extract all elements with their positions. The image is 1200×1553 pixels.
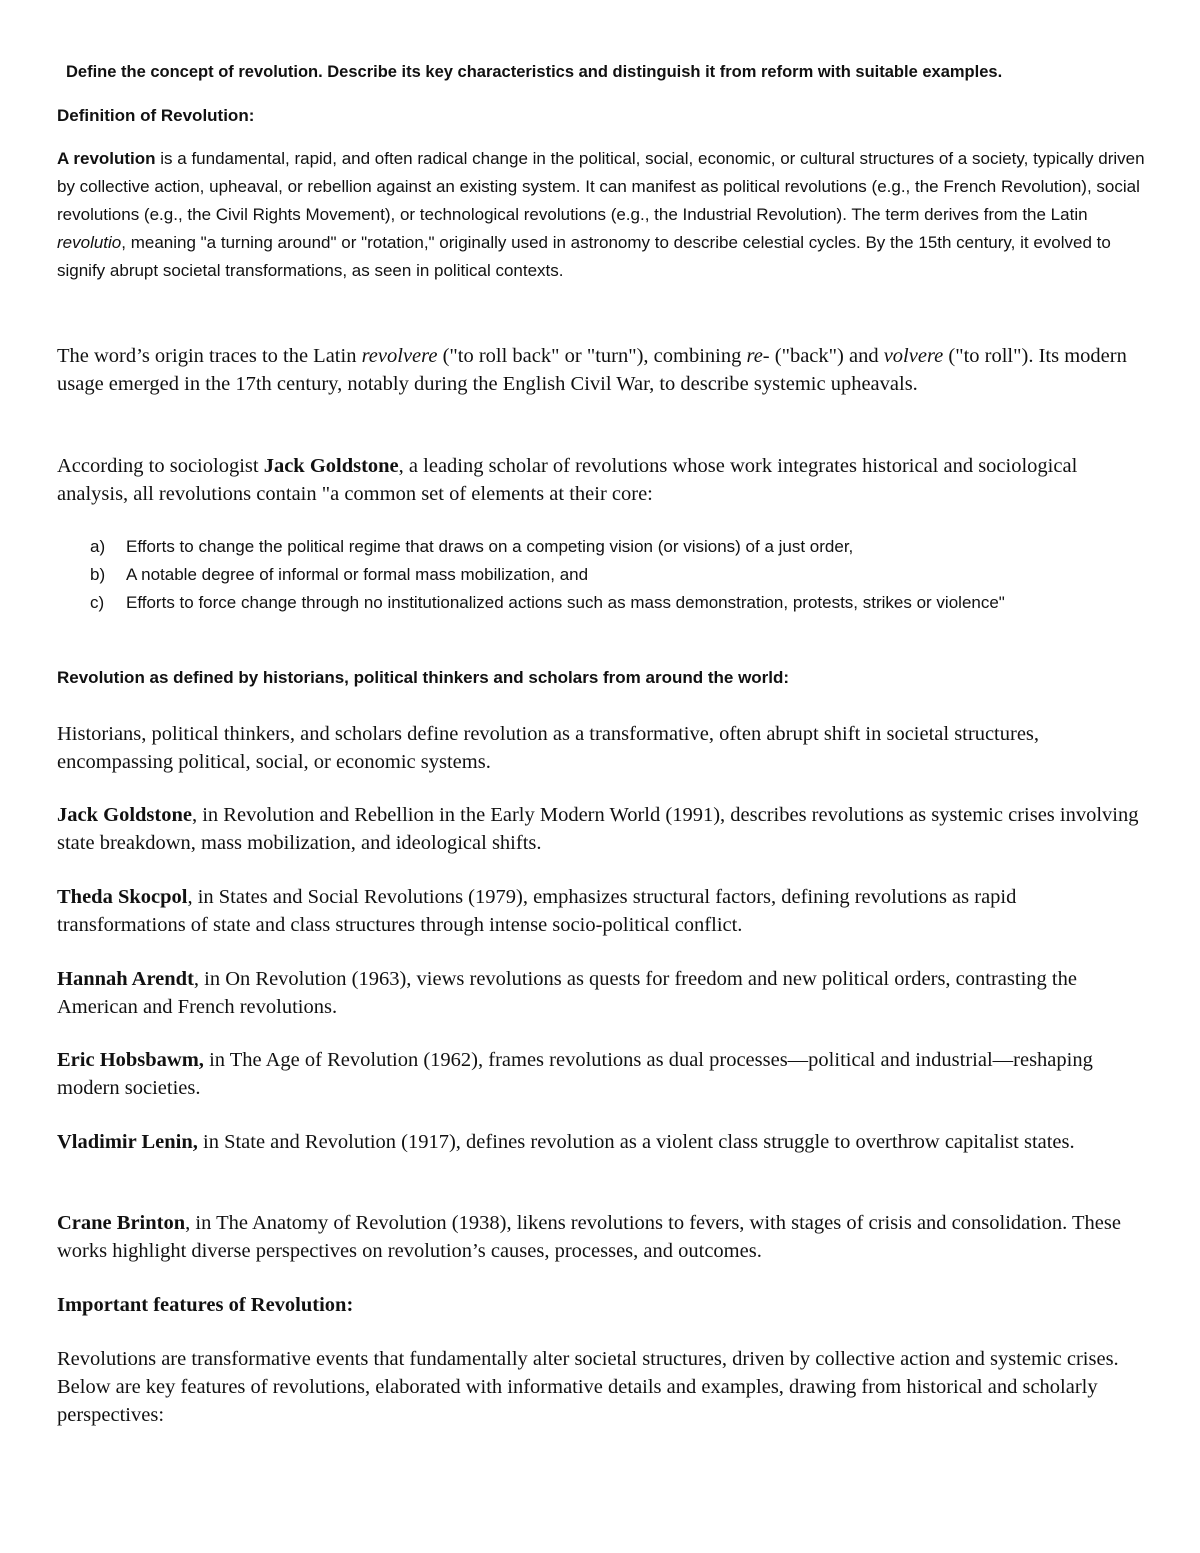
latin-term-revolvere: revolvere [361,345,438,367]
scholar-name: Eric Hobsbawm, [57,1049,204,1071]
question-title: Define the concept of revolution. Describe its key characteristics and distinguish it from reform with suitable examples. [66,63,1003,81]
scholar-paragraph-hobsbawm: Eric Hobsbawm, in The Age of Revolution (1962), frames revolutions as dual processes—political and industrial—reshaping modern societies. [57,1049,1093,1099]
scholar-name: Theda Skocpol [57,886,188,908]
scholars-intro: Historians, political thinkers, and scholars define revolution as a transformative, often abrupt shift in societal structures, encompassing political, social, or economic systems. [57,723,1040,773]
word-origin-paragraph: The word’s origin traces to the Latin revolvere ("to roll back" or "turn"), combining re- ("back") and volvere ("to roll"). Its modern usage emerged in the 17th century, notably during the English Civil War, to describe systemic upheavals. [57,345,1127,395]
definition-bold-lead: A revolution [57,149,156,168]
definition-heading: Definition of Revolution: [57,106,255,125]
features-intro: Revolutions are transformative events that fundamentally alter societal structures, driven by collective action and systemic crises. Below are key features of revolutions, elaborated with informative details and examples, drawing from historical and scholarly perspectives: [57,1348,1119,1426]
goldstone-name: Jack Goldstone [263,455,399,477]
scholar-name: Jack Goldstone [57,804,192,826]
scholar-paragraph-lenin: Vladimir Lenin, in State and Revolution (1917), defines revolution as a violent class struggle to overthrow capitalist states. [57,1131,1075,1153]
list-item: c) Efforts to force change through no institutionalized actions such as mass demonstration, protests, strikes or violence" [90,593,1005,612]
scholar-paragraph-arendt: Hannah Arendt, in On Revolution (1963), views revolutions as quests for freedom and new political orders, contrasting the American and French revolutions. [57,968,1077,1018]
list-item: a) Efforts to change the political regime that draws on a competing vision (or visions) of a just order, [90,537,854,556]
scholars-heading: Revolution as defined by historians, political thinkers and scholars from around the world: [57,668,790,687]
core-elements-list [90,533,1130,617]
scholar-paragraph-goldstone: Jack Goldstone, in Revolution and Rebellion in the Early Modern World (1991), describes revolutions as systemic crises involving state breakdown, mass mobilization, and ideological shifts. [57,804,1139,854]
latin-term-volvere: volvere [883,345,944,367]
features-heading: Important features of Revolution: [57,1294,354,1316]
prefix-re: re- [746,345,770,367]
latin-term-revolutio: revolutio [57,233,122,252]
scholar-name: Hannah Arendt [57,968,194,990]
list-item: b) A notable degree of informal or formal mass mobilization, and [90,565,589,584]
definition-paragraph: A revolution is a fundamental, rapid, and often radical change in the political, social, economic, or cultural structures of a society, typically driven by collective action, upheaval, or rebellion against an existing system. It can manifest as political revolutions (e.g., the French Revolution), social revolutions (e.g., the Civil Rights Movement), or technological revolutions (e.g., the Industrial Revolution). The term derives from the Latin revolutio, meaning "a turning around" or "rotation," originally used in astronomy to describe celestial cycles. By the 15th century, it evolved to signify abrupt societal transformations, as seen in political contexts. [57,149,1145,280]
scholar-paragraph-brinton: Crane Brinton, in The Anatomy of Revolution (1938), likens revolutions to fevers, with stages of crisis and consolidation. These works highlight diverse perspectives on revolution’s causes, processes, and outcomes. [57,1212,1121,1262]
scholar-name: Vladimir Lenin, [57,1131,198,1153]
scholar-paragraph-skocpol: Theda Skocpol, in States and Social Revolutions (1979), emphasizes structural factors, defining revolutions as rapid transformations of state and class structures through intense socio-political conflict. [57,886,1017,936]
goldstone-intro-paragraph: According to sociologist Jack Goldstone, a leading scholar of revolutions whose work integrates historical and sociological analysis, all revolutions contain "a common set of elements at their core: [57,455,1078,505]
scholar-name: Crane Brinton [57,1212,186,1234]
